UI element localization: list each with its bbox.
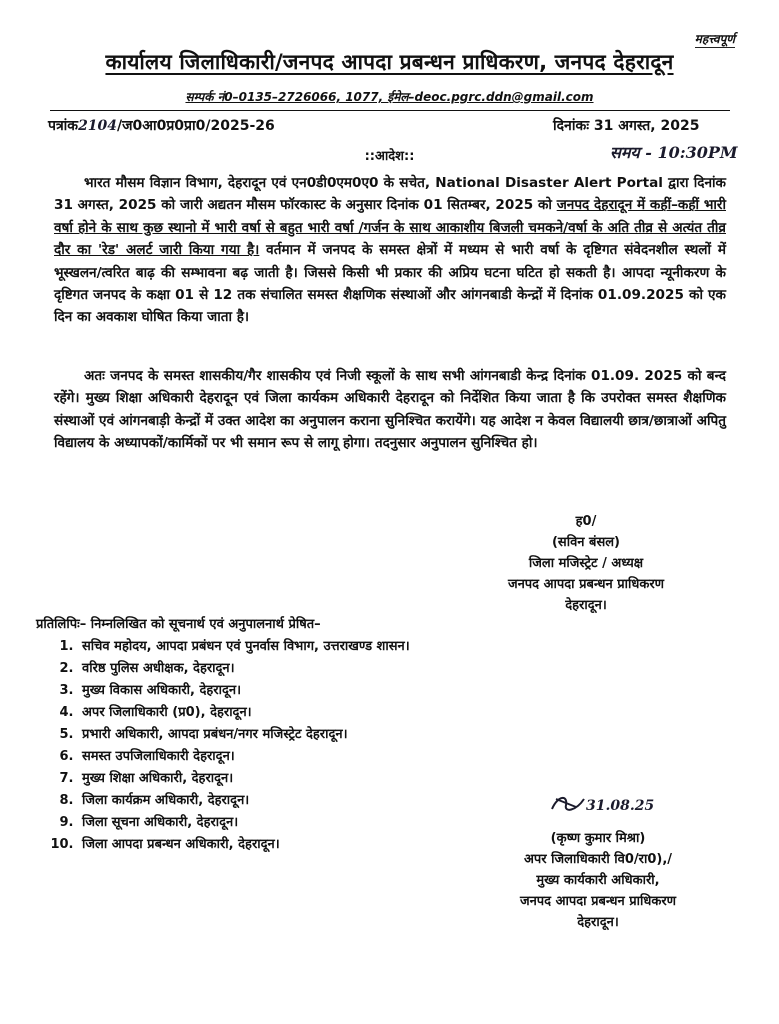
- signatory-designation: जिला मजिस्ट्रेट / अध्यक्ष: [528, 556, 644, 571]
- date-label: दिनांकः: [553, 118, 590, 134]
- signatory-name: (कृष्ण कुमार मिश्रा): [550, 831, 646, 846]
- date-value: 31 अगस्त, 2025: [593, 118, 700, 134]
- signatory-org: जनपद आपदा प्रबन्धन प्राधिकरण: [519, 894, 677, 909]
- order-title: ::आदेश::: [364, 149, 415, 164]
- paragraph-1-closing: वर्तमान में जनपद के समस्त क्षेत्रों में मध्यम से भारी वर्षा के दृष्टिगत संवेदनशील स्थलों में भूस्खलन/त्वरित बाढ़ की सम्भावना बढ़ जाती है। जिससे किसी भी प्रकार की अप्रिय घटना घटित हो सकती है। आपदा न्यूनीकरण के दृष्टिगत जनपद के कक्षा 01 से 12 तक संचालित समस्त शैक्षणिक संस्थाओं और आंगनबाडी केन्द्रों में दिनांक 01.09.2025 को एक दिन का अवकाश घोषित किया जाता है।: [54, 242, 726, 326]
- order-paragraph-1: [54, 172, 726, 329]
- list-item: 1. सचिव महोदय, आपदा प्रबंधन एवं पुनर्वास विभाग, उत्तराखण्ड शासन।: [78, 636, 536, 658]
- signatory-place: देहरादून।: [577, 915, 619, 930]
- list-item: 8. जिला कार्यक्रम अधिकारी, देहरादून।: [78, 790, 536, 812]
- list-item: 10. जिला आपदा प्रबन्धन अधिकारी, देहरादून।: [78, 834, 536, 856]
- office-heading: कार्यालय जिलाधिकारी/जनपद आपदा प्रबन्धन प्राधिकरण, जनपद देहरादून: [105, 50, 674, 74]
- reference-number: [48, 116, 275, 135]
- order-date: [553, 116, 699, 135]
- list-item: 3. मुख्य विकास अधिकारी, देहरादून।: [78, 680, 536, 702]
- list-item: 5. प्रभारी अधिकारी, आपदा प्रबंधन/नगर मजिस्ट्रेट देहरादून।: [78, 724, 536, 746]
- copy-recipient-list: [36, 636, 536, 856]
- importance-note: महत्त्वपूर्ण: [694, 32, 735, 46]
- signature-block-adm: [478, 812, 718, 933]
- list-item: 2. वरिष्ठ पुलिस अधीक्षक, देहरादून।: [78, 658, 536, 680]
- signatory-designation: अपर जिलाधिकारी वि0/रा0),/: [523, 852, 673, 867]
- copy-to-section: [36, 614, 536, 856]
- contact-line: सम्पर्क नं0–0135–2726066, 1077, ईमेल–deoc.pgrc.ddn@gmail.com: [185, 90, 594, 104]
- list-item: 7. मुख्य शिक्षा अधिकारी, देहरादून।: [78, 768, 536, 790]
- signed-mark: ह0/: [575, 514, 597, 529]
- list-item: 9. जिला सूचना अधिकारी, देहरादून।: [78, 812, 536, 834]
- reference-suffix: /ज0आ0प्र0प्रा0/2025-26: [117, 118, 275, 134]
- list-item: 6. समस्त उपजिलाधिकारी देहरादून।: [78, 746, 536, 768]
- signatory-org: जनपद आपदा प्रबन्धन प्राधिकरण: [507, 577, 665, 592]
- signature-block-dm: [486, 511, 686, 616]
- handwritten-time: समय - 10:30PM: [610, 143, 738, 162]
- handwritten-reference-number: 2104: [78, 118, 118, 134]
- red-alert-underlined-text: जनपद देहरादून में कहीं–कहीं भारी वर्षा होने के साथ कुछ स्थानो में भारी वर्षा से बहुत भारी वर्षा /गर्जन के साथ आकाशीय बिजली चमकने/वर्षा के अति तीव्र से अत्यंत तीव्र दौर का 'रेड' अलर्ट जारी किया गया है।: [54, 197, 726, 259]
- paragraph-1-intro: भारत मौसम विज्ञान विभाग, देहरादून एवं एन0डी0एम0ए0 के सचेत, National Disaster Alert Portal द्वारा दिनांक 31 अगस्त, 2025 को जारी अद्यतन मौसम फॉरकास्ट के अनुसार दिनांक 01 सितम्बर, 2025 को: [54, 175, 726, 214]
- list-item: 4. अपर जिलाधिकारी (प्र0), देहरादून।: [78, 702, 536, 724]
- signatory-designation-2: मुख्य कार्यकारी अधिकारी,: [536, 873, 660, 888]
- reference-label: पत्रांक: [48, 118, 79, 134]
- signatory-name: (सविन बंसल): [551, 535, 621, 550]
- handwritten-signature-date: 31.08.25: [586, 798, 655, 814]
- signatory-place: देहरादून।: [565, 598, 607, 613]
- order-paragraph-2: अतः जनपद के समस्त शासकीय/गैर शासकीय एवं निजी स्कूलों के साथ सभी आंगनबाडी केन्द्र दिनांक 01.09. 2025 को बन्द रहेंगे। मुख्य शिक्षा अधिकारी देहरादून एवं जिला कार्यकम अधिकारी देहरादून को निर्देशित किया जाता है कि उपरोक्त समस्त शैक्षणिक संस्थाओं एवं आंगनबाड़ी केन्द्रों में उक्त आदेश का अनुपालन कराना सुनिश्चित करायेंगे। यह आदेश न केवल विद्यालयी छात्र/छात्राओं अपितु विद्यालय के अध्यापकों/कार्मिकों पर भी समान रूप से लागू होगा। तदनुसार अनुपालन सुनिश्चित हो।: [54, 368, 726, 452]
- header-divider: [50, 110, 730, 111]
- copy-intro: प्रतिलिपिः– निम्नलिखित को सूचनार्थ एवं अनुपालनार्थ प्रेषित–: [36, 617, 321, 632]
